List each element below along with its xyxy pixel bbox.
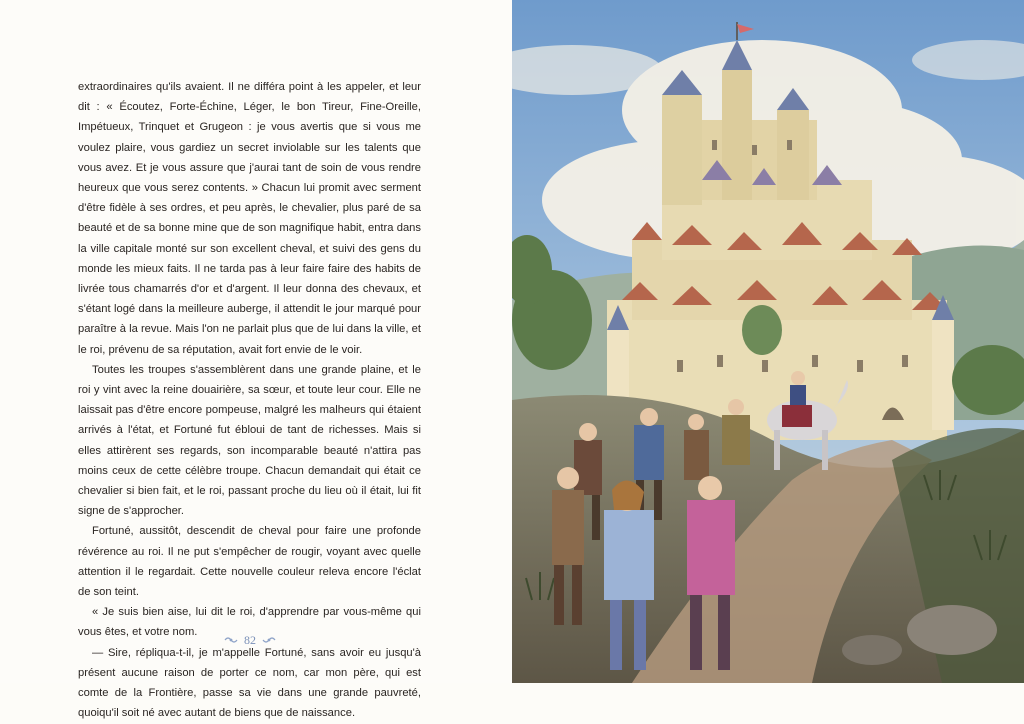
- paragraph-1: extraordinaires qu'ils avaient. Il ne différa point à les appeler, et leur dit : « Écoutez, Forte-Échine, Léger, le bon Tireur, Fine-Oreille, Impétueux, Trinquet et Grugeon : je vous avertis que si vous me voulez plaire, vous gardiez un secret inviolable sur les talents que vous avez. Et je vous assure que j'aurai tant de soin de vous rendre heureux que vous serez contents. » Chacun lui promit avec serment d'être fidèle à ses ordres, et peu après, le chevalier, plus paré de sa beauté et de sa bonne mine que de son magnifique habit, entra dans la ville capitale monté sur son excellent cheval, et suivi des gens du monde les mieux faits. Il ne tarda pas à leur faire faire des habits de livrée tous chamarrés d'or et d'argent. Il leur donna des chevaux, et s'étant logé dans la meilleure auberge, il attendit le jour marqué pour paraître à la revue. Mais l'on ne parlait plus que de lui dans la ville, et le roi, prévenu de sa réputation, avait fort envie de le voir.: [78, 81, 421, 356]
- page-number-folio: [220, 631, 280, 649]
- left-ornament-icon: [224, 635, 238, 645]
- paragraph-4: « Je suis bien aise, lui dit le roi, d'apprendre par vous-même qui vous êtes, et votre nom.: [78, 606, 421, 639]
- page-number: 82: [244, 632, 256, 647]
- left-page: [0, 0, 512, 720]
- paragraph-2: Toutes les troupes s'assemblèrent dans une grande plaine, et le roi y vint avec la reine douairière, sa sœur, et toute leur cour. Elle ne laissait pas d'être encore pompeuse, malgré les malheurs qui étaient arrivés à l'état, et Fortuné fut ébloui de tant de richesses. Mais si elles attirèrent ses regards, son incomparable beauté n'attira pas moins ceux de cette célèbre troupe. Chacun demandait qui était ce chevalier si bien fait, et le roi, passant proche du lieu où il était, lui fit signe de s'approcher.: [78, 363, 421, 518]
- body-text: [78, 77, 421, 724]
- paragraph-5: — Sire, répliqua-t-il, je m'appelle Fortuné, sans avoir eu jusqu'à présent aucune raison de porter ce nom, car mon père, qui est comte de la Frontière, passe sa vie dans une grande pauvreté, quoiqu'il soit né avec autant de biens que de naissance.: [78, 646, 421, 720]
- right-ornament-icon: [262, 635, 276, 645]
- illustration: [512, 0, 1024, 683]
- castle-procession-illustration: [512, 0, 1024, 683]
- paragraph-3: Fortuné, aussitôt, descendit de cheval pour faire une profonde révérence au roi. Il ne put s'empêcher de rougir, voyant avec quelle attention il le regardait. Cette nouvelle couleur releva encore l'éclat de son teint.: [78, 525, 421, 599]
